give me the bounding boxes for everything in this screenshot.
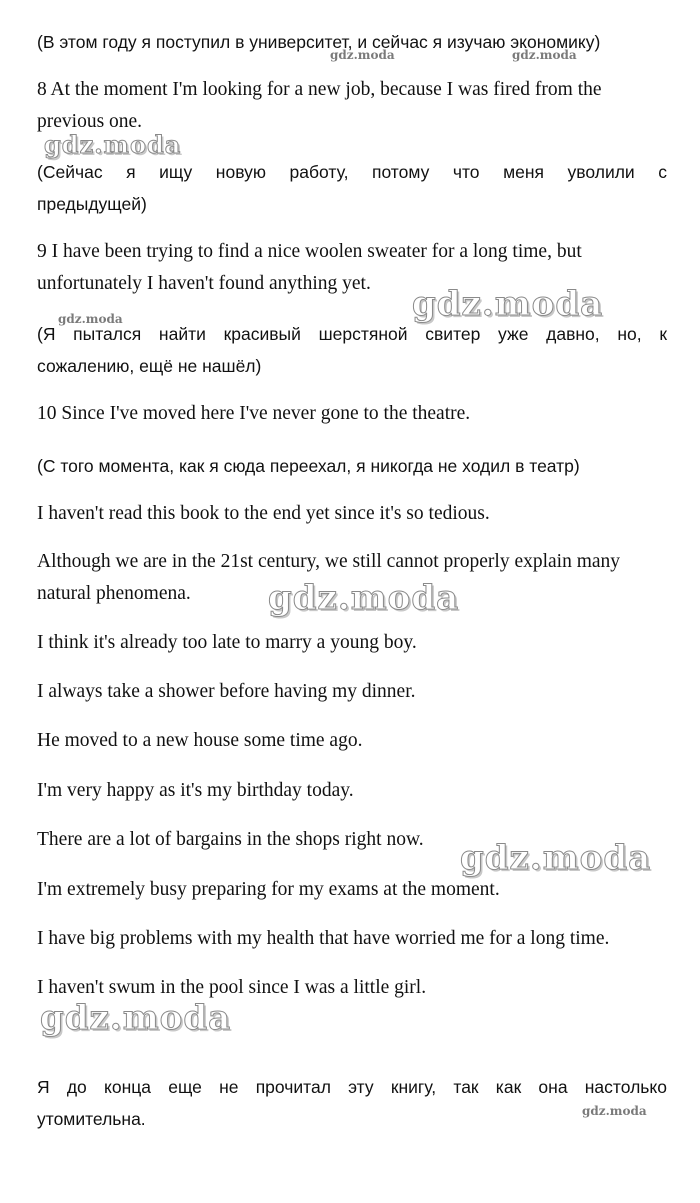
sentence-line: 9 I have been trying to find a nice woolen sweater for a long time, but <box>37 241 582 262</box>
watermark: gdz.moda <box>44 130 182 159</box>
sentence-line: I'm very happy as it's my birthday today. <box>37 780 354 801</box>
sentence-line: There are a lot of bargains in the shops right now. <box>37 829 424 850</box>
sentence-line: 10 Since I've moved here I've never gone to the theatre. <box>37 403 471 424</box>
sentence-line: I haven't read this book to the end yet since it's so tedious. <box>37 503 490 524</box>
sentence-line: unfortunately I haven't found anything yet. <box>37 273 371 294</box>
translation-line: (В этом году я поступил в университет, и сейчас я изучаю экономику) <box>37 32 601 52</box>
watermark: gdz.moda <box>582 1104 647 1118</box>
sentence-line: natural phenomena. <box>37 583 191 604</box>
watermark: gdz.moda <box>330 48 395 62</box>
translation-line: утомительна. <box>37 1109 146 1129</box>
watermark: gdz.moda <box>58 312 123 326</box>
translation-line: Я до конца еще не прочитал эту книгу, так как она настолько <box>37 1077 667 1097</box>
sentence-line: I haven't swum in the pool since I was a little girl. <box>37 977 427 998</box>
translation-line: предыдущей) <box>37 194 147 214</box>
sentence-line: previous one. <box>37 111 143 132</box>
sentence-line: I have big problems with my health that have worried me for a long time. <box>37 928 610 949</box>
sentence-line: I think it's already too late to marry a young boy. <box>37 632 417 653</box>
translation-line: (Я пытался найти красивый шерстяной свитер уже давно, но, к <box>37 324 667 344</box>
sentence-line: I'm extremely busy preparing for my exams at the moment. <box>37 879 500 900</box>
watermark: gdz.moda <box>460 838 652 878</box>
translation-line: сожалению, ещё не нашёл) <box>37 356 262 376</box>
watermark: gdz.moda <box>268 578 460 618</box>
watermark: gdz.moda <box>512 48 577 62</box>
sentence-line: I always take a shower before having my dinner. <box>37 681 416 702</box>
translation-line: (С того момента, как я сюда переехал, я никогда не ходил в театр) <box>37 456 580 476</box>
watermark: gdz.moda <box>40 998 232 1038</box>
sentence-line: Although we are in the 21st century, we still cannot properly explain many <box>37 551 621 572</box>
sentence-line: 8 At the moment I'm looking for a new job, because I was fired from the <box>37 79 602 100</box>
translation-line: (Сейчас я ищу новую работу, потому что меня уволили с <box>37 162 667 182</box>
watermark: gdz.moda <box>412 284 604 324</box>
sentence-line: He moved to a new house some time ago. <box>37 730 363 751</box>
